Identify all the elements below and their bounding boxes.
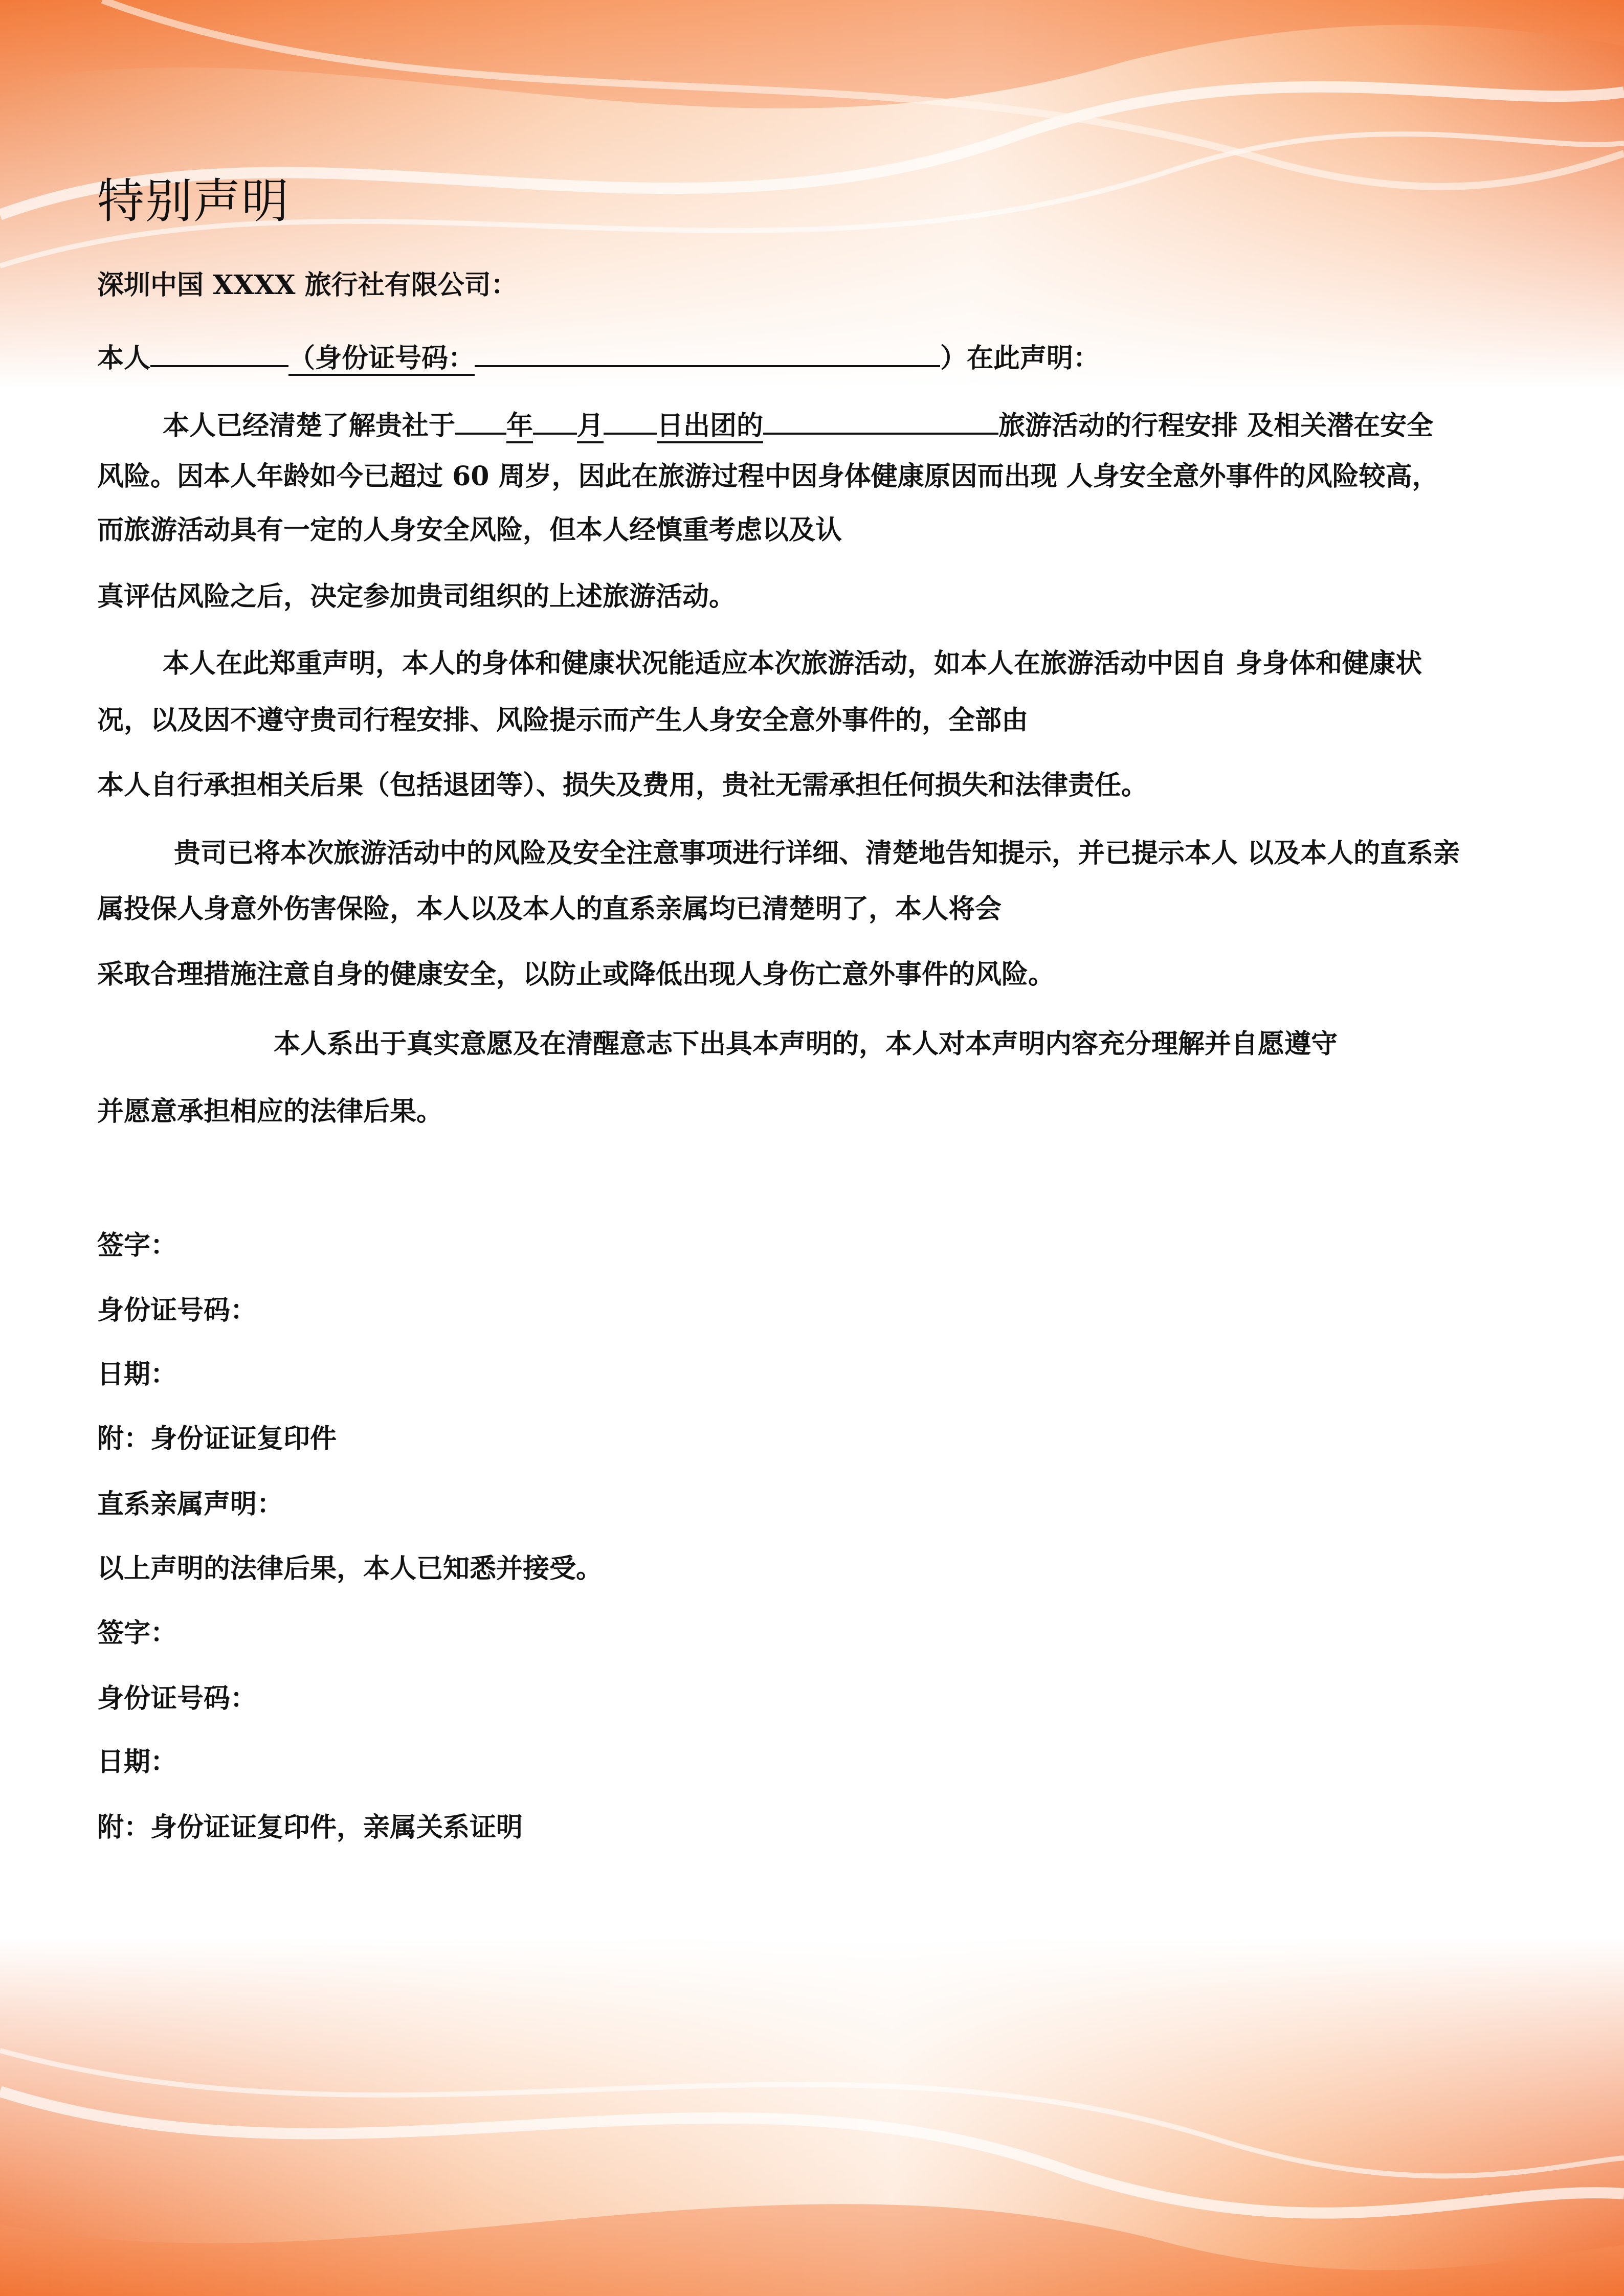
destination-fill-blank[interactable] bbox=[763, 409, 998, 435]
year-label: 年 bbox=[506, 410, 533, 443]
month-fill-blank[interactable] bbox=[533, 409, 577, 435]
intro-prefix: 本人 bbox=[97, 343, 151, 374]
year-fill-blank[interactable] bbox=[455, 409, 506, 435]
para4-line1: 本人系出于真实意愿及在清醒意志下出具本声明的，本人对本声明内容充分理解并自愿遵守 bbox=[274, 1028, 1338, 1060]
depart-day-label: 日出团的 bbox=[657, 410, 763, 443]
id-number-label: （身份证号码： bbox=[288, 343, 475, 376]
para3-line2: 属投保人身意外伤害保险，本人以及本人的直系亲属均已清楚明了，本人将会 bbox=[97, 893, 1002, 925]
relative-attachment-note: 附：身份证证复印件，亲属关系证明 bbox=[97, 1812, 523, 1843]
date-label-declarant: 日期： bbox=[97, 1359, 177, 1390]
para1-part-b: 旅游活动的行程安排 及相关潜在安全 bbox=[998, 410, 1434, 441]
para4-line2: 并愿意承担相应的法律后果。 bbox=[97, 1096, 443, 1127]
relative-signature-label: 签字： bbox=[97, 1617, 177, 1649]
relative-id-number-label: 身份证号码： bbox=[97, 1683, 257, 1714]
signature-label: 签字： bbox=[97, 1230, 177, 1261]
relative-declaration-heading: 直系亲属声明： bbox=[97, 1489, 284, 1520]
id-number-fill-blank[interactable] bbox=[475, 342, 940, 367]
intro-line bbox=[97, 342, 1100, 372]
addressee-line: 深圳中国 XXXX 旅行社有限公司： bbox=[97, 269, 518, 301]
para1-line2: 风险。因本人年龄如今已超过 60 周岁，因此在旅游过程中因身体健康原因而出现 人身安全意外事件的风险较高， bbox=[97, 461, 1439, 492]
para1-line3: 而旅游活动具有一定的人身安全风险，但本人经慎重考虑以及认 bbox=[97, 514, 842, 546]
intro-suffix: ）在此声明： bbox=[940, 343, 1100, 374]
para1-line1 bbox=[163, 409, 1433, 439]
para3-line1: 贵司已将本次旅游活动中的风险及安全注意事项进行详细、清楚地告知提示，并已提示本人 以及本人的直系亲 bbox=[174, 838, 1460, 869]
para2-line3: 本人自行承担相关后果（包括退团等）、损失及费用，贵社无需承担任何损失和法律责任。 bbox=[97, 770, 1148, 801]
relative-declaration-statement: 以上声明的法律后果，本人已知悉并接受。 bbox=[97, 1553, 603, 1584]
id-number-label-declarant: 身份证号码： bbox=[97, 1295, 257, 1326]
para2-line1: 本人在此郑重声明，本人的身体和健康状况能适应本次旅游活动，如本人在旅游活动中因自 身身体和健康状 bbox=[163, 648, 1422, 679]
para3-line3: 采取合理措施注意自身的健康安全，以防止或降低出现人身伤亡意外事件的风险。 bbox=[97, 959, 1055, 990]
para2-line2: 况，以及因不遵守贵司行程安排、风险提示而产生人身安全意外事件的，全部由 bbox=[97, 705, 1029, 736]
month-label: 月 bbox=[577, 410, 604, 443]
document-title: 特别声明 bbox=[97, 174, 290, 229]
relative-date-label: 日期： bbox=[97, 1746, 177, 1777]
para1-part-a: 本人已经清楚了解贵社于 bbox=[163, 410, 456, 441]
attachment-note-declarant: 附：身份证证复印件 bbox=[97, 1423, 337, 1454]
name-fill-blank[interactable] bbox=[150, 342, 288, 367]
day-fill-blank[interactable] bbox=[604, 409, 657, 435]
para1-line4: 真评估风险之后，决定参加贵司组织的上述旅游活动。 bbox=[97, 581, 736, 612]
